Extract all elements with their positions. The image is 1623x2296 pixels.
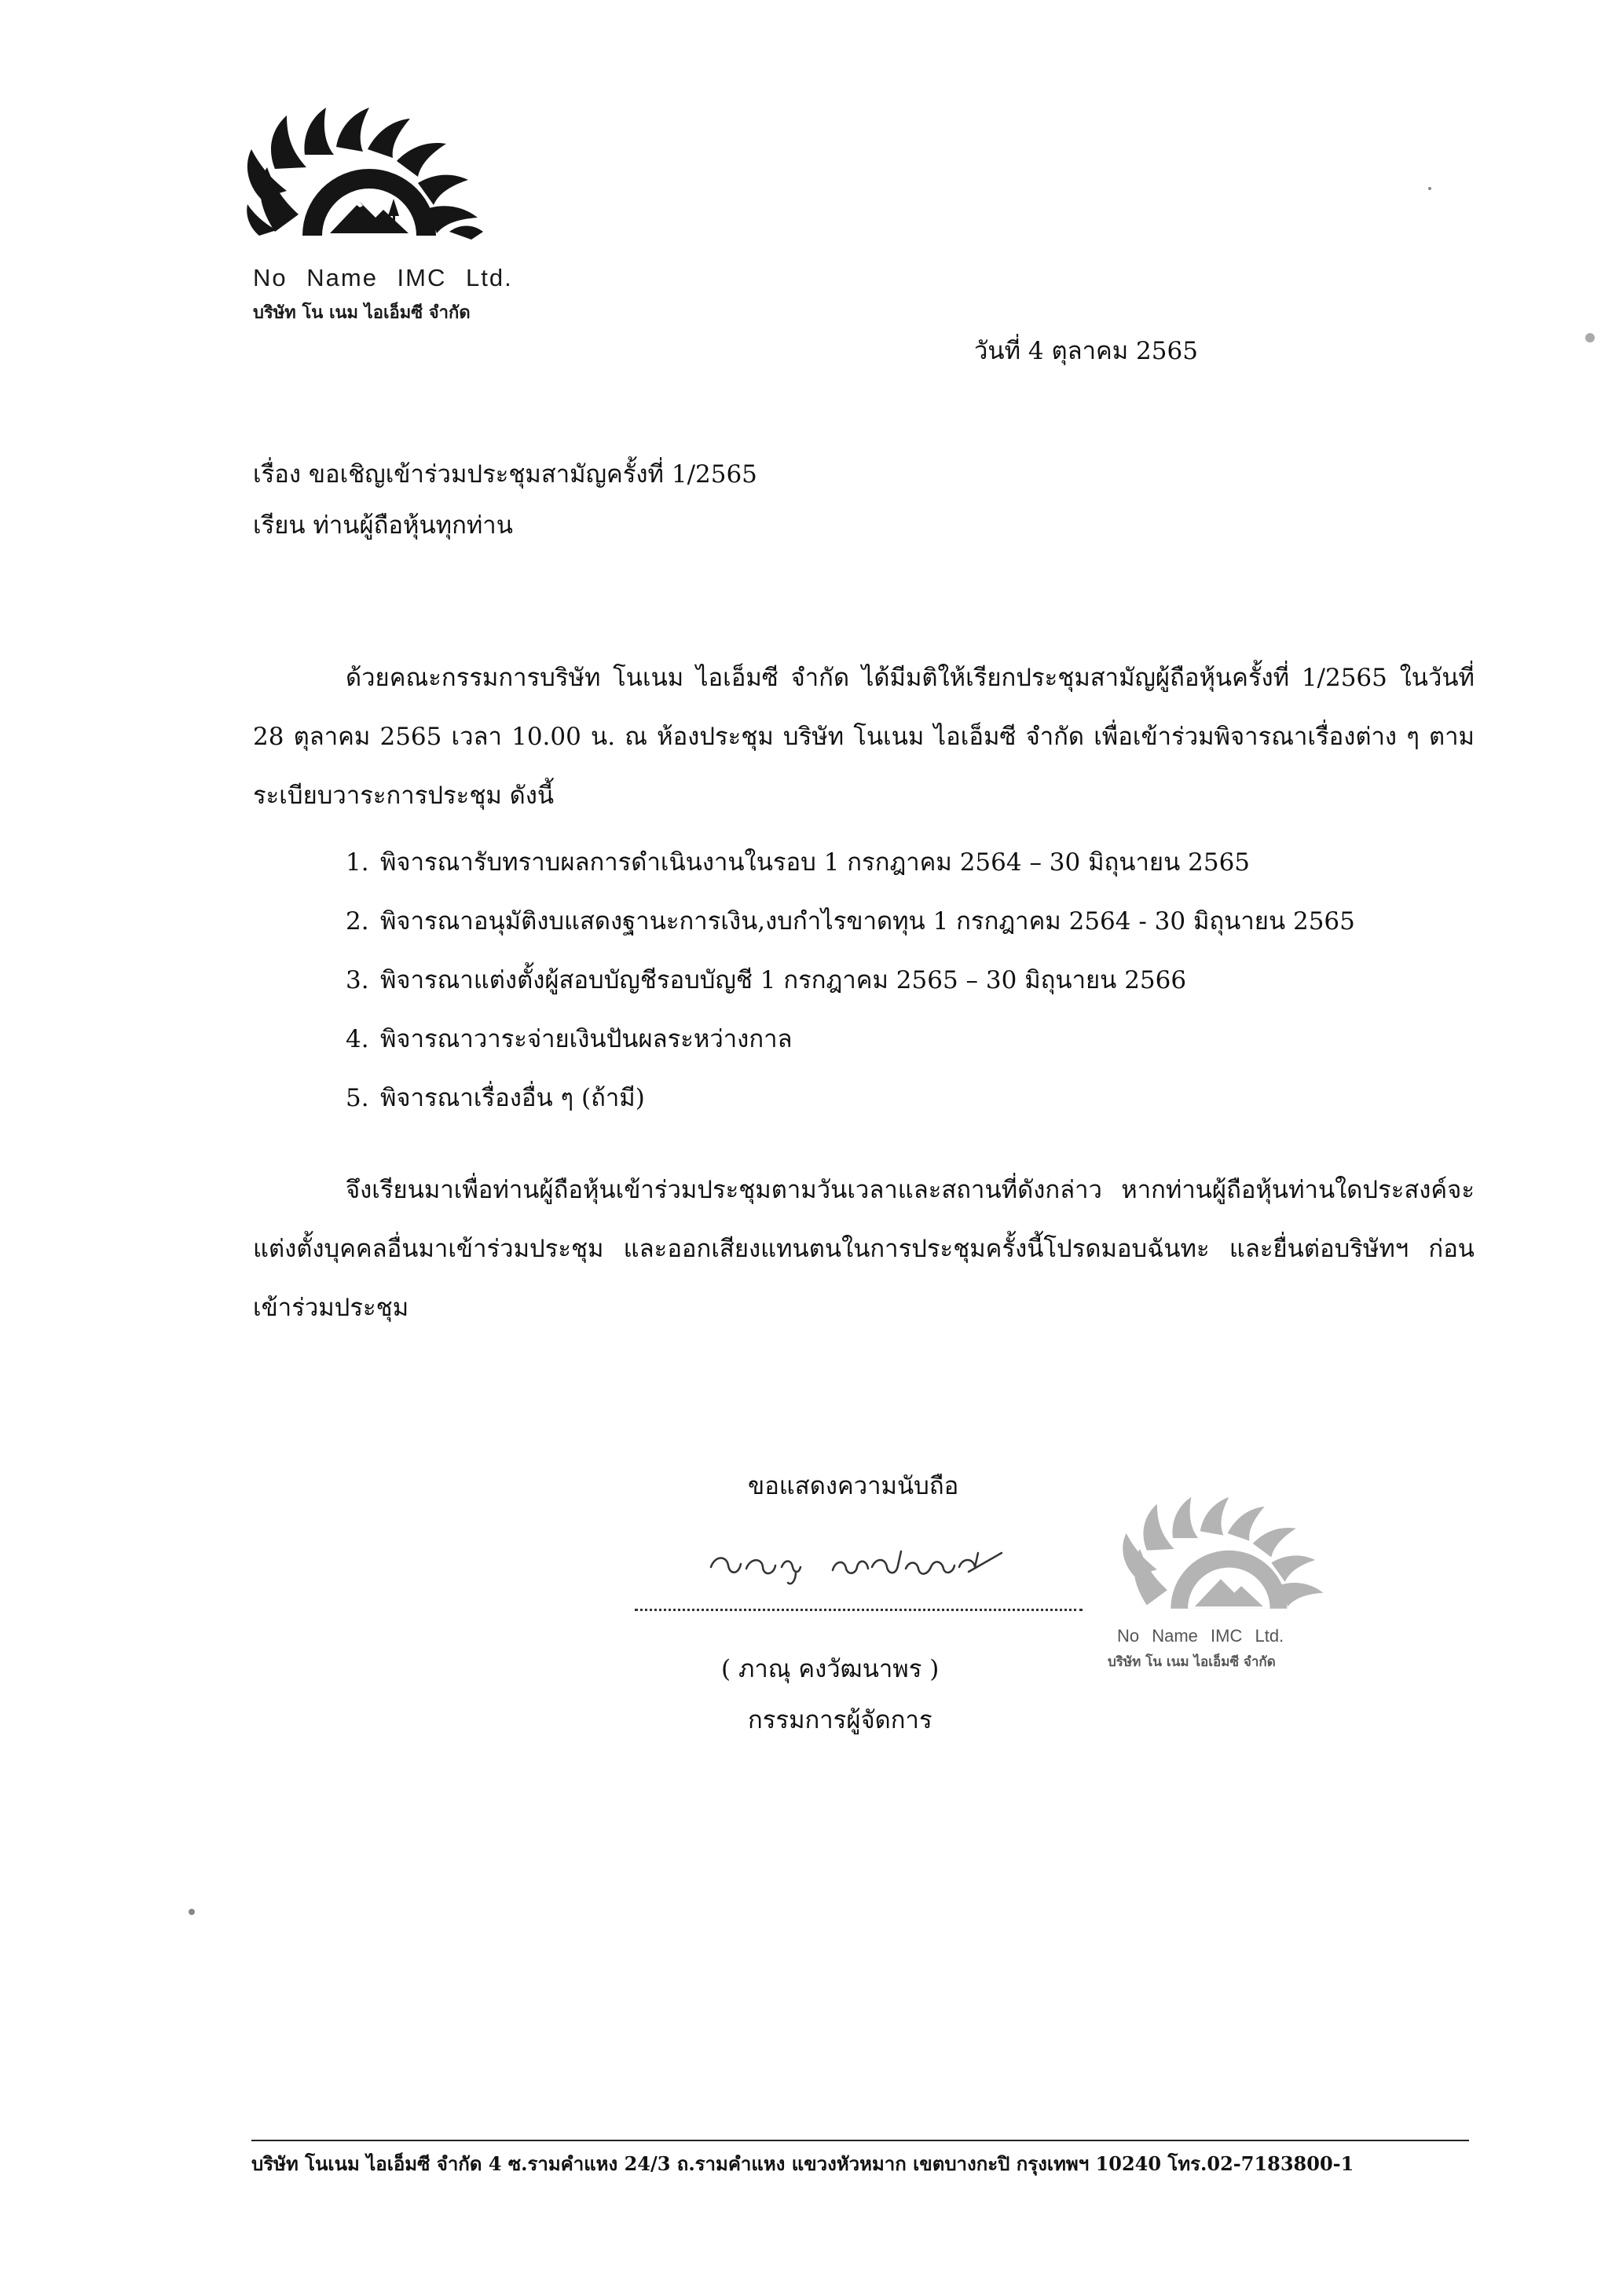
salutation: ขอแสดงความนับถือ [748,1472,959,1500]
agenda-number: 1. [346,848,369,877]
agenda-text: พิจารณาอนุมัติงบแสดงฐานะการเงิน,งบกำไรขาดทุน 1 กรกฎาคม 2564 - 30 มิถุนายน 2565 [380,907,1355,936]
signatory-name: ( ภาณุ คงวัฒนาพร ) [721,1655,940,1683]
scan-speck [1428,187,1431,190]
letter-date: วันที่ 4 ตุลาคม 2565 [974,337,1198,365]
stamp-company-en: No Name IMC Ltd. [1117,1626,1284,1646]
agenda-number: 3. [346,966,369,994]
scan-speck [189,1909,195,1915]
agenda-item [346,1069,1355,1128]
company-name-en: No Name IMC Ltd. [253,264,513,291]
agenda-text: พิจารณาวาระจ่ายเงินปันผลระหว่างกาล [380,1025,793,1053]
signature-line [635,1609,1083,1611]
intro-paragraph: ด้วยคณะกรรมการบริษัท โนเนม ไอเอ็มซี จำกัด ได้มีมติให้เรียกประชุมสามัญผู้ถือหุ้นครั้งที่ 1/2565 ในวันที่ 28 ตุลาคม 2565 เวลา 10.00 น. ณ ห้องประชุม บริษัท โนเนม ไอเอ็มซี จำกัด เพื่อเข้าร่วมพิจารณาเรื่องต่าง ๆ ตามระเบียบวาระการประชุม ดังนี้ [253,664,1475,810]
closing-paragraph: จึงเรียนมาเพื่อท่านผู้ถือหุ้นเข้าร่วมประชุมตามวันเวลาและสถานที่ดังกล่าว หากท่านผู้ถือหุ้นท่านใดประสงค์จะแต่งตั้งบุคคลอื่นมาเข้าร่วมประชุม และออกเสียงแทนตนในการประชุมครั้งนี้โปรดมอบฉันทะ และยื่นต่อบริษัทฯ ก่อนเข้าร่วมประชุม [253,1176,1475,1322]
agenda-number: 2. [346,907,369,936]
handwritten-signature [703,1536,1033,1591]
footer-address: บริษัท โนเนม ไอเอ็มซี จำกัด 4 ซ.รามคำแหง 24/3 ถ.รามคำแหง แขวงหัวหมาก เขตบางกะปิ กรุงเทพฯ 10240 โทร.02-7183800-1 [251,2152,1354,2175]
agenda-text: พิจารณาแต่งตั้งผู้สอบบัญชีรอบบัญชี 1 กรกฎาคม 2565 – 30 มิถุนายน 2566 [380,966,1187,994]
agenda-item [346,1010,1355,1069]
agenda-item [346,833,1355,892]
signatory-title: กรรมการผู้จัดการ [748,1706,932,1734]
stamp-company-th: บริษัท โน เนม ไอเอ็มซี จำกัด [1108,1654,1276,1670]
scan-speck [1585,333,1595,342]
letter-recipient: เรียน ท่านผู้ถือหุ้นทุกท่าน [253,511,513,540]
company-stamp [1119,1489,1332,1626]
letter-subject: เรื่อง ขอเชิญเข้าร่วมประชุมสามัญครั้งที่ 1/2565 [253,460,757,489]
company-logo [244,106,487,247]
footer-divider [251,2140,1469,2141]
agenda-item [346,892,1355,951]
agenda-item [346,951,1355,1010]
company-name-th: บริษัท โน เนม ไอเอ็มซี จำกัด [253,303,471,323]
agenda-list [346,833,1355,1128]
agenda-number: 5. [346,1084,369,1112]
agenda-number: 4. [346,1025,369,1053]
agenda-text: พิจารณาเรื่องอื่น ๆ (ถ้ามี) [380,1084,645,1112]
agenda-text: พิจารณารับทราบผลการดำเนินงานในรอบ 1 กรกฎาคม 2564 – 30 มิถุนายน 2565 [380,848,1251,877]
